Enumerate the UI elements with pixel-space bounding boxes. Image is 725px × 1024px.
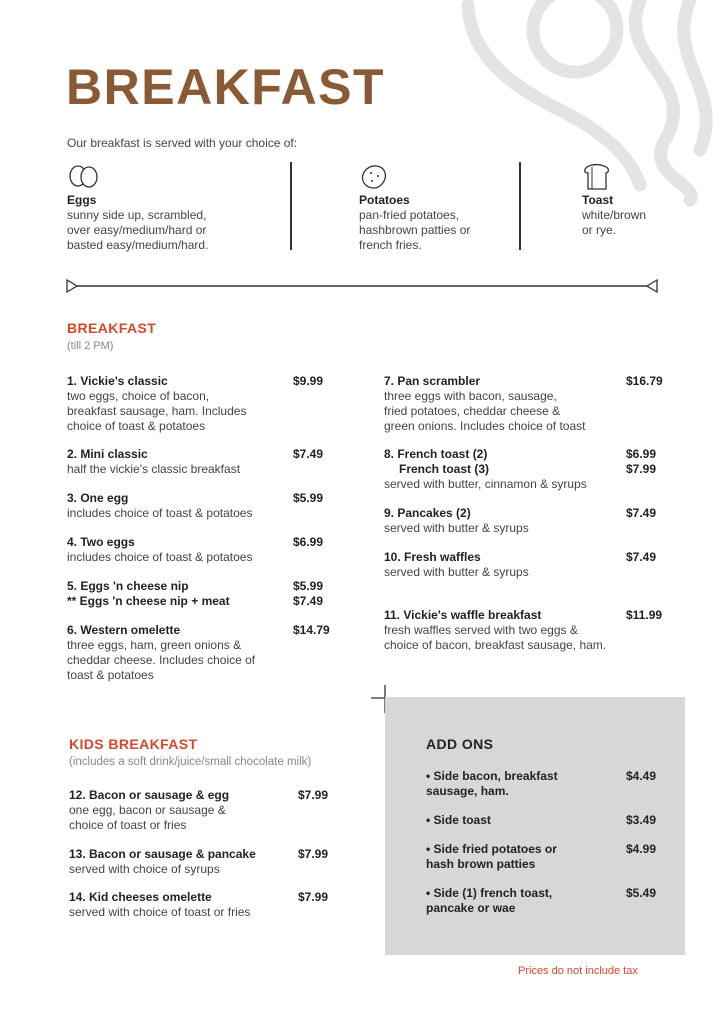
item-name: 10. Fresh waffles <box>384 550 481 564</box>
item-name: 5. Eggs 'n cheese nip <box>67 579 189 593</box>
item-price: $7.49 <box>626 550 657 564</box>
item-name: 7. Pan scrambler <box>384 374 481 388</box>
choice-desc-line: french fries. <box>359 238 422 252</box>
item-desc: fresh waffles served with two eggs & <box>384 623 578 637</box>
item-price: $7.49 <box>626 506 657 520</box>
menu-item <box>384 374 674 434</box>
choice-desc-line: over easy/medium/hard or <box>67 223 207 237</box>
toast-icon <box>582 163 725 193</box>
addon-item: • Side fried potatoes or hash brown patties <box>426 842 557 871</box>
menu-item <box>67 491 342 521</box>
menu-item <box>67 579 342 609</box>
item-name: 2. Mini classic <box>67 447 148 461</box>
eggs-icon <box>67 163 267 193</box>
item-desc: served with butter & syrups <box>384 521 529 535</box>
addon-item: • Side toast <box>426 813 491 827</box>
choice-name: Toast <box>582 193 614 207</box>
item-name: 1. Vickie's classic <box>67 374 168 388</box>
item-desc: green onions. Includes choice of toast <box>384 419 586 433</box>
item-price: $7.49 <box>293 447 324 461</box>
menu-item <box>67 535 342 565</box>
kids-section-subtitle: (includes a soft drink/juice/small chocolate milk) <box>69 756 312 768</box>
menu-item <box>69 847 339 877</box>
item-name-secondary: French toast (3) <box>399 462 490 476</box>
item-price: $14.79 <box>293 623 330 637</box>
menu-item <box>67 447 342 477</box>
page-title: BREAKFAST <box>66 59 386 115</box>
menu-item <box>67 623 342 683</box>
addons-title: ADD ONS <box>426 736 494 752</box>
item-desc: toast & potatoes <box>67 668 154 682</box>
item-desc: one egg, bacon or sausage & <box>69 803 226 817</box>
item-price-secondary: $7.99 <box>626 462 657 476</box>
item-desc: includes choice of toast & potatoes <box>67 506 253 520</box>
item-desc: choice of bacon, breakfast sausage, ham. <box>384 638 607 652</box>
choice-toast <box>582 163 725 238</box>
menu-item <box>384 506 674 536</box>
item-name-secondary: ** Eggs 'n cheese nip + meat <box>67 594 230 608</box>
addon-price: $4.49 <box>626 769 657 783</box>
intro-text: Our breakfast is served with your choice of: <box>67 136 298 150</box>
item-desc: three eggs with bacon, sausage, <box>384 389 557 403</box>
item-price: $5.99 <box>293 579 324 593</box>
choice-eggs <box>67 163 267 253</box>
item-name: 4. Two eggs <box>67 535 135 549</box>
section-divider <box>66 278 658 294</box>
menu-item <box>67 374 342 434</box>
item-price: $7.99 <box>298 788 329 802</box>
item-desc: served with choice of syrups <box>69 862 220 876</box>
choice-name: Eggs <box>67 193 97 207</box>
potato-icon <box>359 163 559 193</box>
item-price: $9.99 <box>293 374 324 388</box>
item-name: 13. Bacon or sausage & pancake <box>69 847 256 861</box>
addon-item: • Side bacon, breakfast sausage, ham. <box>426 769 558 798</box>
item-desc: choice of toast or fries <box>69 818 187 832</box>
item-price: $16.79 <box>626 374 663 388</box>
item-name: 11. Vickie's waffle breakfast <box>384 608 542 622</box>
addon-price: $4.99 <box>626 842 657 856</box>
choice-desc-line: sunny side up, scrambled, <box>67 208 207 222</box>
kids-section-title: KIDS BREAKFAST <box>69 736 198 752</box>
item-name: 12. Bacon or sausage & egg <box>69 788 230 802</box>
choice-potatoes <box>359 163 559 253</box>
item-name: 3. One egg <box>67 491 129 505</box>
item-desc: breakfast sausage, ham. Includes <box>67 404 247 418</box>
choice-desc-line: hashbrown patties or <box>359 223 471 237</box>
item-price: $5.99 <box>293 491 324 505</box>
item-name: 14. Kid cheeses omelette <box>69 890 212 904</box>
item-price: $7.99 <box>298 890 329 904</box>
item-price: $6.99 <box>293 535 324 549</box>
breakfast-section-title: BREAKFAST <box>67 320 157 336</box>
item-name: 9. Pancakes (2) <box>384 506 471 520</box>
item-name: 6. Western omelette <box>67 623 181 637</box>
item-price-secondary: $7.49 <box>293 594 324 608</box>
item-desc: two eggs, choice of bacon, <box>67 389 210 403</box>
item-desc: includes choice of toast & potatoes <box>67 550 253 564</box>
choice-desc-line: white/brown <box>582 208 647 222</box>
addon-price: $3.49 <box>626 813 657 827</box>
item-desc: three eggs, ham, green onions & <box>67 638 242 652</box>
menu-item <box>384 447 674 492</box>
item-price: $7.99 <box>298 847 329 861</box>
divider <box>519 162 521 250</box>
item-desc: served with choice of toast or fries <box>69 905 251 919</box>
menu-item <box>384 550 674 580</box>
breakfast-section-subtitle: (till 2 PM) <box>67 340 114 352</box>
item-desc: choice of toast & potatoes <box>67 419 206 433</box>
choice-desc-line: pan-fried potatoes, <box>359 208 460 222</box>
addon-price: $5.49 <box>626 886 657 900</box>
item-price: $11.99 <box>626 608 663 622</box>
choice-desc-line: or rye. <box>582 223 617 237</box>
item-desc: fried potatoes, cheddar cheese & <box>384 404 561 418</box>
choice-name: Potatoes <box>359 193 410 207</box>
item-desc: served with butter, cinnamon & syrups <box>384 477 587 491</box>
item-desc: half the vickie's classic breakfast <box>67 462 241 476</box>
choice-desc-line: basted easy/medium/hard. <box>67 238 209 252</box>
tax-note: Prices do not include tax <box>518 965 638 977</box>
item-desc: served with butter & syrups <box>384 565 529 579</box>
addon-item: • Side (1) french toast, pancake or wae <box>426 886 553 915</box>
menu-item <box>384 608 674 653</box>
item-price: $6.99 <box>626 447 657 461</box>
menu-item <box>69 788 339 833</box>
item-desc: cheddar cheese. Includes choice of <box>67 653 256 667</box>
divider <box>290 162 292 250</box>
menu-item <box>69 890 339 920</box>
item-name: 8. French toast (2) <box>384 447 488 461</box>
